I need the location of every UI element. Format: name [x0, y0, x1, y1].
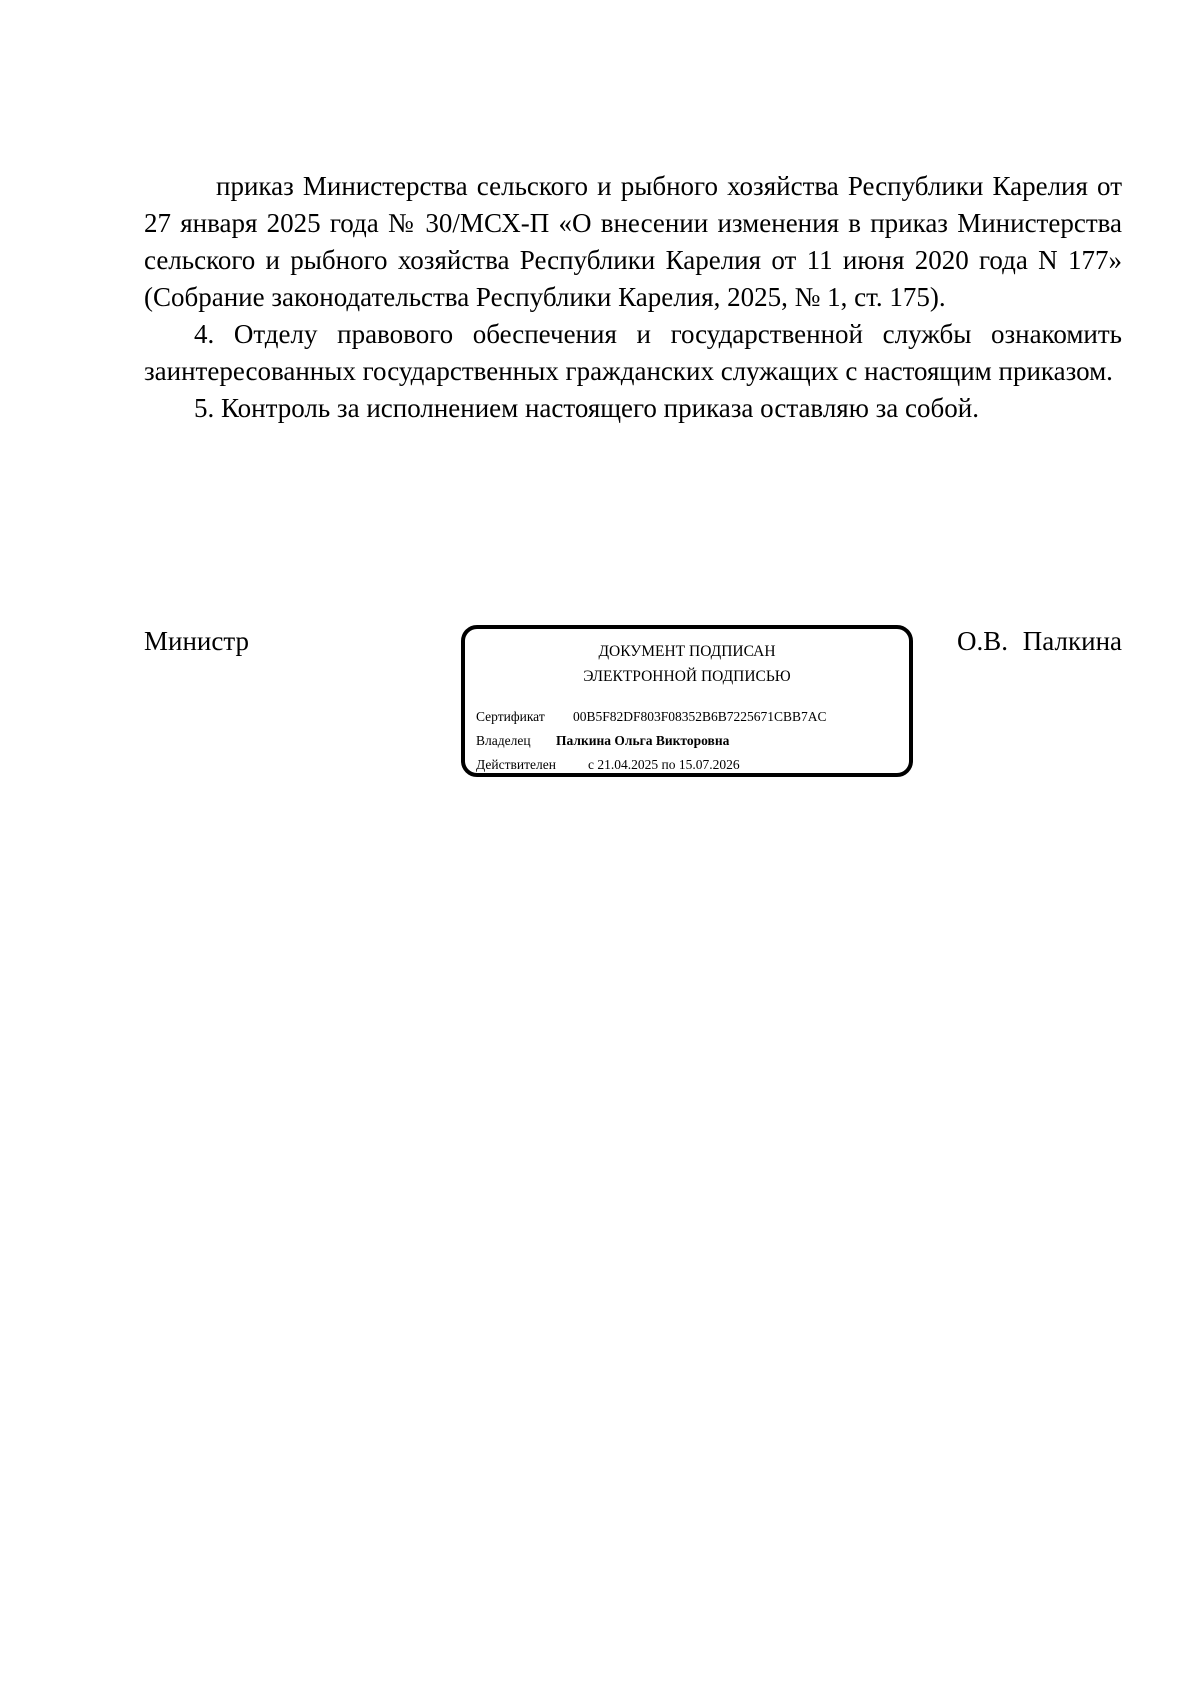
validity-label: Действителен: [476, 757, 556, 772]
signer-position: Министр: [144, 626, 249, 656]
electronic-signature-stamp: [461, 625, 913, 777]
item-5: 5. Контроль за исполнением настоящего приказа оставляю за собой.: [194, 393, 979, 423]
stamp-owner-row: [476, 729, 827, 753]
document-body: [144, 168, 1122, 427]
stamp-certificate-row: [476, 705, 827, 729]
signer-name: О.В. Палкина: [957, 626, 1122, 656]
signature-block: [144, 623, 1122, 793]
paragraph-continuation: приказ Министерства сельского и рыбного хозяйства Республики Карелия от 27 января 2025 года № 30/МСХ-П «О внесении изменения в приказ Министерства сельского и рыбного хозяйства Республики Карелия от 11 июня 2020 года N 177» (Собрание законодательства Республики Карелия, 2025, № 1, ст. 175).: [144, 171, 1122, 312]
certificate-label: Сертификат: [476, 709, 545, 724]
stamp-heading: [465, 639, 909, 689]
stamp-heading-line-2: ЭЛЕКТРОННОЙ ПОДПИСЬЮ: [583, 668, 791, 685]
item-4: 4. Отделу правового обеспечения и государственной службы ознакомить заинтересованных государственных гражданских служащих с настоящим приказом.: [144, 319, 1122, 386]
stamp-details: [476, 705, 827, 777]
owner-label: Владелец: [476, 733, 531, 748]
validity-value: с 21.04.2025 по 15.07.2026: [588, 757, 740, 772]
stamp-validity-row: [476, 753, 827, 777]
stamp-heading-line-1: ДОКУМЕНТ ПОДПИСАН: [598, 643, 776, 660]
certificate-value: 00B5F82DF803F08352B6B7225671CBB7AC: [573, 709, 827, 724]
owner-value: Палкина Ольга Викторовна: [556, 733, 730, 748]
